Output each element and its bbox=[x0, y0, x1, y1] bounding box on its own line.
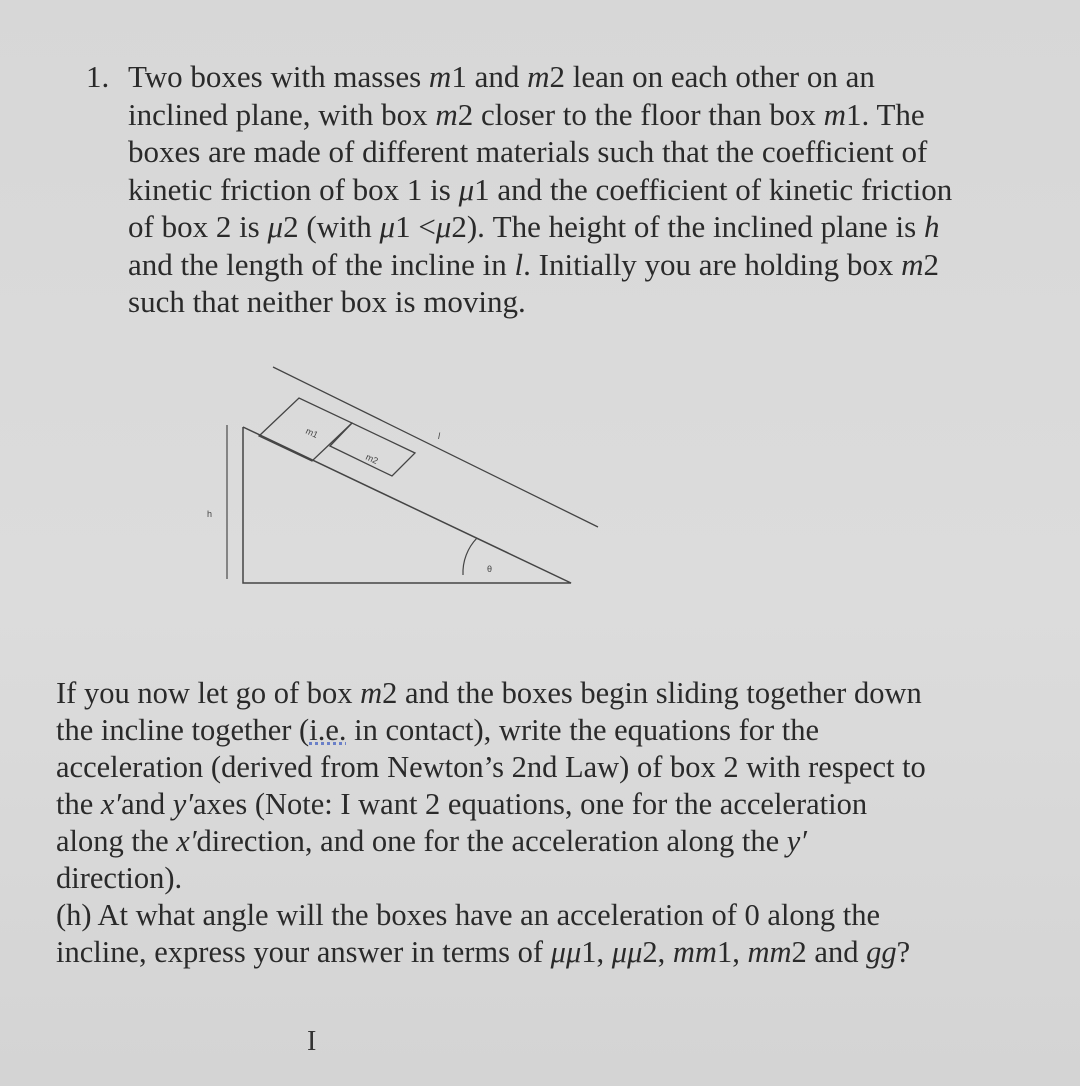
math-symbol: μ bbox=[267, 209, 284, 244]
math-symbol: h bbox=[923, 209, 940, 244]
math-symbol: m bbox=[428, 59, 452, 94]
text-run: acceleration (derived from Newton’s 2nd Law) of box 2 with respect to bbox=[56, 750, 926, 784]
text-run: boxes are made of different materials such that the coefficient of bbox=[128, 134, 928, 169]
text-run: (h) At what angle will the boxes have an acceleration of 0 along the bbox=[56, 898, 881, 932]
text-run: such that neither box is moving. bbox=[128, 284, 526, 319]
text-run: the incline together ( bbox=[56, 713, 310, 747]
math-symbol: μμ bbox=[611, 935, 643, 969]
text-run: 2, bbox=[642, 935, 673, 969]
math-symbol: l bbox=[514, 246, 524, 282]
text-run: of box 2 is bbox=[128, 209, 268, 244]
text-run: If you now let go of box bbox=[56, 676, 361, 710]
incline-length-line bbox=[273, 367, 598, 527]
q2-line bbox=[56, 897, 1016, 934]
box-m1-label: m1 bbox=[304, 425, 320, 441]
text-run: in contact), write the equations for the bbox=[346, 713, 820, 747]
text-run: 2 and the boxes begin sliding together down bbox=[382, 676, 922, 710]
q2-line bbox=[56, 934, 1016, 971]
q1-line bbox=[128, 58, 1008, 96]
math-symbol: m bbox=[435, 96, 458, 132]
math-symbol: m bbox=[360, 676, 383, 710]
text-run: the bbox=[56, 787, 101, 821]
text-run: 2 lean on each other on an bbox=[549, 59, 875, 94]
text-run: 1 and the coefficient of kinetic friction bbox=[474, 171, 953, 207]
text-run: and the length of the incline in bbox=[128, 246, 515, 282]
text-run: 1 and bbox=[451, 59, 528, 94]
math-symbol: m bbox=[823, 96, 847, 132]
text-run: incline, express your answer in terms of bbox=[56, 935, 551, 969]
box-m2-label: m2 bbox=[364, 451, 380, 467]
math-symbol: x′ bbox=[100, 787, 122, 821]
text-run: 1, bbox=[716, 935, 748, 969]
q2-line bbox=[56, 712, 1016, 749]
math-symbol: μ bbox=[379, 209, 396, 244]
q2-line bbox=[56, 749, 1016, 786]
math-symbol: μ bbox=[435, 209, 452, 244]
q1-line bbox=[128, 171, 1008, 209]
math-symbol: mm bbox=[747, 935, 792, 969]
question-number: 1. bbox=[86, 59, 110, 94]
text-run: 1, bbox=[581, 935, 612, 969]
text-run: axes (Note: I want 2 equations, one for the acceleration bbox=[193, 787, 868, 821]
box-m1 bbox=[259, 398, 352, 461]
math-symbol: gg bbox=[866, 935, 897, 969]
text-run: kinetic friction of box 1 is bbox=[128, 171, 459, 207]
q2-line bbox=[56, 860, 1016, 897]
math-symbol: mm bbox=[672, 935, 717, 969]
text-run: 1 < bbox=[395, 209, 436, 244]
text-run: ? bbox=[896, 935, 911, 969]
math-symbol: x′ bbox=[176, 824, 197, 858]
math-symbol: μμ bbox=[550, 935, 582, 969]
text-run: direction). bbox=[56, 861, 183, 895]
text-run: 2 and bbox=[791, 935, 867, 969]
q1-line bbox=[128, 283, 1008, 321]
text-run: Two boxes with masses bbox=[128, 59, 429, 94]
q2-line bbox=[56, 675, 1016, 712]
text-run: inclined plane, with box bbox=[128, 96, 436, 132]
text-run: 1. The bbox=[846, 96, 925, 132]
q2-line bbox=[56, 786, 1016, 823]
math-symbol: y′ bbox=[172, 787, 193, 821]
q2-line bbox=[56, 823, 1016, 860]
text-run: 2). The height of the inclined plane is bbox=[451, 209, 924, 244]
math-symbol: μ bbox=[458, 171, 475, 207]
incline-diagram bbox=[195, 355, 615, 595]
incline-triangle bbox=[243, 427, 571, 583]
incline-length-label: l bbox=[438, 431, 440, 441]
question-intro bbox=[128, 58, 1008, 321]
text-run: direction, and one for the acceleration along the bbox=[196, 824, 787, 858]
text-run: along the bbox=[56, 824, 177, 858]
text-run: 2 bbox=[923, 246, 940, 282]
angle-arc bbox=[463, 538, 477, 575]
math-symbol: y′ bbox=[786, 824, 807, 858]
q1-line bbox=[128, 133, 1008, 171]
text-run: 2 (with bbox=[283, 209, 380, 244]
math-symbol: m bbox=[527, 59, 550, 94]
q1-line bbox=[128, 246, 1008, 284]
angle-label: θ bbox=[487, 564, 493, 574]
height-label: h bbox=[207, 509, 213, 519]
question-part-h bbox=[56, 675, 1016, 971]
q1-line bbox=[128, 208, 1008, 246]
text-cursor-icon: I bbox=[307, 1026, 317, 1057]
text-run: and bbox=[121, 787, 173, 821]
q1-line bbox=[128, 96, 1008, 134]
text-run: . Initially you are holding box bbox=[523, 246, 902, 282]
abbreviation: i.e. bbox=[309, 713, 347, 747]
math-symbol: m bbox=[901, 246, 924, 282]
text-run: 2 closer to the floor than box bbox=[457, 96, 824, 132]
